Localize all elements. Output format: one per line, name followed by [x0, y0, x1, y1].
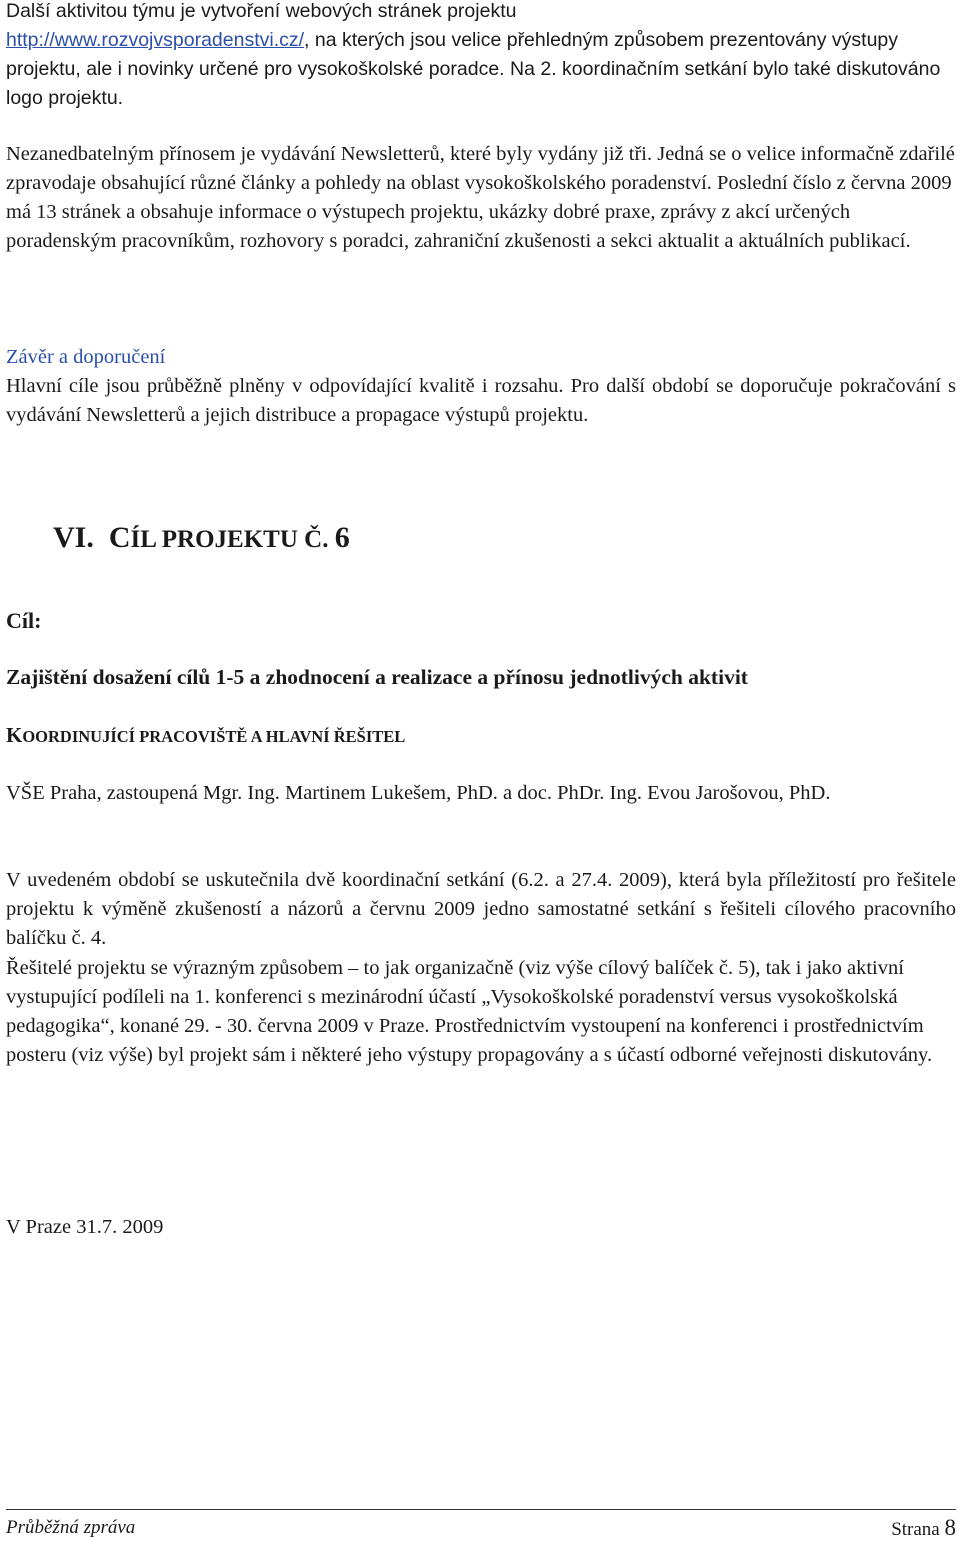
paragraph-website-rest: , na kterých jsou velice přehledným způsobem prezentovány výstupy projektu, ale i novinky určené pro vysokoškolské poradce. Na 2. koordinačním setkání bylo také diskutováno logo projektu. — [6, 29, 941, 109]
project-website-link[interactable]: http://www.rozvojvsporadenstvi.cz/ — [6, 29, 305, 51]
paragraph-website-lead: Další aktivitou týmu je vytvoření webových stránek projektu — [6, 0, 517, 22]
goal-label: Cíl: — [6, 608, 42, 633]
chapter-title-num: 6 — [334, 521, 350, 554]
goal-text: Zajištění dosažení cílů 1-5 a zhodnocení a realizace a přínosu jednotlivých aktivit — [6, 665, 748, 689]
conclusion-heading: Závěr a doporučení — [6, 346, 166, 368]
paragraph-website — [6, 0, 956, 113]
paragraph-newsletter: Nezanedbatelným přínosem je vydávání Newsletterů, které byly vydány již tři. Jedná se o velice informačně zdařilé zpravodaje obsahující různé články a pohledy na oblast vysokoškolského poradenství. Poslední číslo z června 2009 má 13 stránek a obsahuje informace o výstupech projektu, ukázky dobré praxe, zprávy z akcí určených poradenským pracovníkům, rozhovory s poradci, zahraniční zkušenosti a sekci aktualit a aktuálních publikací. — [6, 143, 955, 252]
footer-page-label: Strana — [891, 1519, 945, 1540]
document-date: V Praze 31.7. 2009 — [6, 1216, 164, 1238]
page-footer — [6, 1509, 956, 1541]
coordinating-heading-cap: K — [6, 723, 23, 747]
footer-report-title: Průběžná zpráva — [6, 1517, 136, 1538]
chapter-number: VI. — [53, 521, 94, 554]
paragraph-meetings: V uvedeném období se uskutečnila dvě koordinační setkání (6.2. a 27.4. 2009), která byla příležitostí pro řešitele projektu k výměně zkušeností a názorů a červnu 2009 jedno samostatné setkání s řešiteli cílového pracovního balíčku č. 4. — [6, 869, 956, 949]
chapter-title-rest: ÍL PROJEKTU Č. — [130, 526, 335, 553]
footer-page-num: 8 — [944, 1515, 956, 1540]
paragraph-institution: VŠE Praha, zastoupená Mgr. Ing. Martinem Lukešem, PhD. a doc. PhDr. Ing. Evou Jarošovou, PhD. — [6, 782, 831, 804]
coordinating-workplace-heading — [6, 721, 405, 751]
chapter-heading — [53, 518, 350, 560]
coordinating-heading-rest: OORDINUJÍCÍ PRACOVIŠTĚ A HLAVNÍ ŘEŠITEL — [22, 727, 406, 746]
footer-page-number — [891, 1513, 956, 1544]
paragraph-conference: Řešitelé projektu se výrazným způsobem – to jak organizačně (viz výše cílový balíček č. 5), tak i jako aktivní vystupující podíleli na 1. konferenci s mezinárodní účastí „Vysokoškolské poradenství versus vysokoškolská pedagogika“, konané 29. - 30. června 2009 v Praze. Prostřednictvím vystoupení na konferenci i prostřednictvím posteru (viz výše) byl projekt sám i některé jeho výstupy propagovány a s účastí odborné veřejnosti diskutovány. — [6, 957, 933, 1066]
chapter-title-cap: C — [108, 521, 131, 554]
paragraph-conclusion: Hlavní cíle jsou průběžně plněny v odpovídající kvalitě i rozsahu. Pro další období se doporučuje pokračování s vydávání Newsletterů a jejich distribuce a propagace výstupů projektu. — [6, 375, 956, 426]
